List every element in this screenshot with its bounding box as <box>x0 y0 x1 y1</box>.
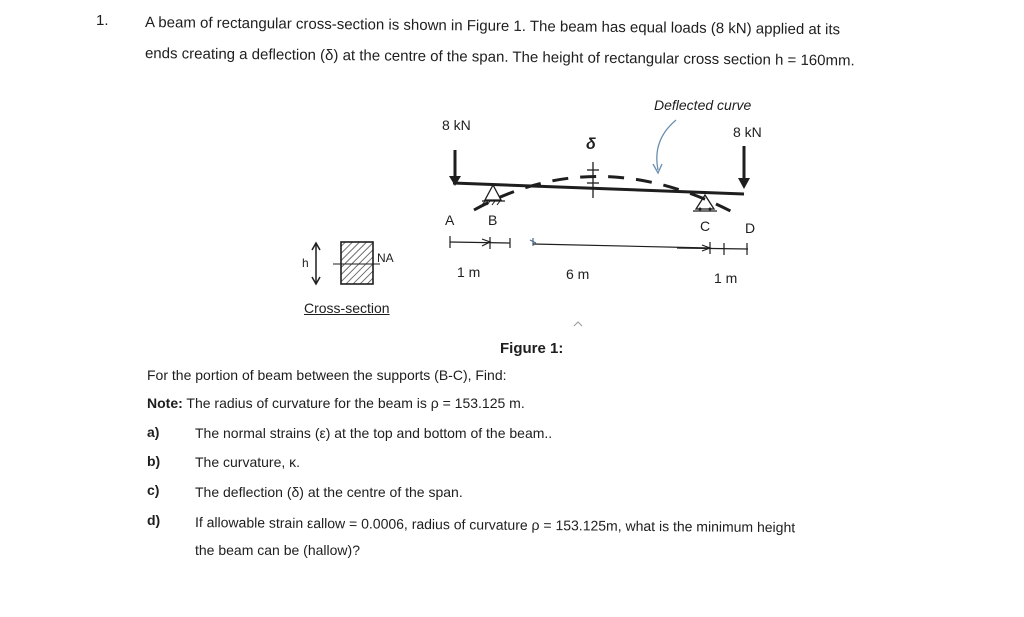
curve-pointer <box>657 120 676 170</box>
point-d-label: D <box>745 220 756 236</box>
note-text: The radius of curvature for the beam is ρ = 153.125 m. <box>186 395 525 411</box>
dim-label-middle: 6 m <box>566 266 590 282</box>
cross-section-rect <box>341 242 373 284</box>
item-a-text: The normal strains (ε) at the top and bottom of the beam.. <box>195 425 553 441</box>
item-b-label: b) <box>147 453 161 469</box>
point-c-label: C <box>700 218 711 234</box>
left-load-label: 8 kN <box>442 117 471 133</box>
right-load-label: 8 kN <box>733 124 762 140</box>
figure-caption: Figure 1: <box>500 340 564 357</box>
item-b-text: The curvature, κ. <box>195 454 301 470</box>
dim-line-cd <box>533 244 710 248</box>
item-c-text: The deflection (δ) at the centre of the span. <box>195 484 463 500</box>
item-d-text-line2: the beam can be (hallow)? <box>195 542 360 558</box>
point-b-label: B <box>488 212 498 228</box>
problem-number: 1. <box>96 12 109 29</box>
note-line <box>147 395 525 411</box>
cross-section-title: Cross-section <box>304 300 390 316</box>
point-a-label: A <box>445 212 455 228</box>
item-d-label: d) <box>147 512 161 528</box>
questions-intro: For the portion of beam between the supports (B-C), Find: <box>147 367 507 383</box>
item-a-label: a) <box>147 424 160 440</box>
problem-statement-line2: ends creating a deflection (δ) at the centre of the span. The height of rectangular cross section h = 160mm. <box>144 45 855 70</box>
delta-label: δ <box>586 136 596 153</box>
dim-label-right: 1 m <box>714 270 738 286</box>
deflected-curve-label: Deflected curve <box>654 97 752 113</box>
item-c-label: c) <box>147 482 160 498</box>
dim-label-left: 1 m <box>457 264 481 280</box>
support-b <box>485 185 501 200</box>
problem-statement-line1: A beam of rectangular cross-section is shown in Figure 1. The beam has equal loads (8 kN) applied at its <box>144 14 841 39</box>
h-label: h <box>302 256 309 270</box>
item-d-text: If allowable strain εallow = 0.0006, radius of curvature ρ = 153.125m, what is the minimum height <box>194 514 796 536</box>
na-label: NA <box>377 251 394 265</box>
note-label: Note: <box>147 395 183 411</box>
